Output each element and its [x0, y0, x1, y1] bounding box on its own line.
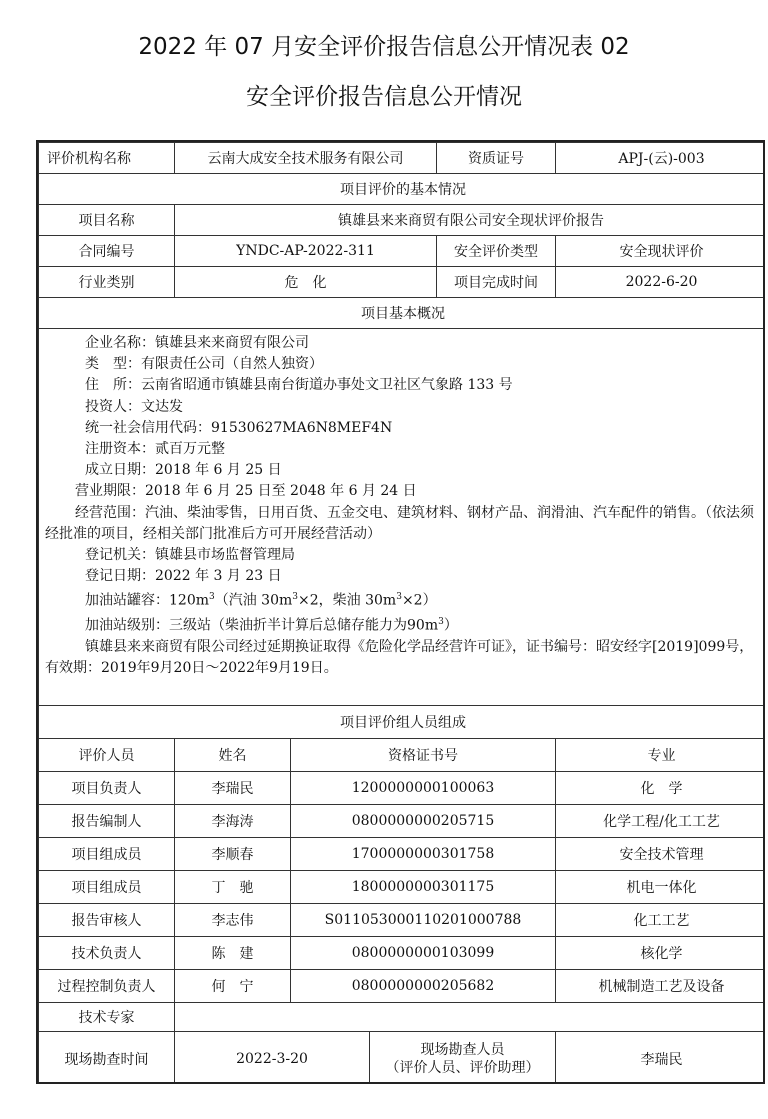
survey-staff-sub: （评价人员、评价助理）: [385, 1059, 540, 1076]
org-label: 评价机构名称: [39, 143, 175, 174]
name-cell: 丁 驰: [175, 871, 291, 904]
table-row: [39, 937, 766, 970]
name-cell: 李志伟: [175, 904, 291, 937]
capital-line: 注册资本：贰百万元整: [85, 441, 225, 458]
role-cell: 项目组成员: [39, 871, 175, 904]
license-line: 镇雄县来来商贸有限公司经过延期换证取得《危险化学品经营许可证》，证书编号：昭安经字[2019]099号，有效期：2019年9月20日～2022年9月19日。: [45, 639, 754, 677]
major-cell: 机械制造工艺及设备: [556, 970, 766, 1003]
info-grid: [38, 142, 765, 739]
cert-value: APJ-(云)-003: [556, 143, 766, 174]
col-header: 专业: [556, 739, 766, 772]
cert-cell: 1800000000301175: [291, 871, 556, 904]
survey-staff-value: 李瑞民: [556, 1032, 766, 1085]
expert-label: 技术专家: [39, 1003, 175, 1032]
role-cell: 报告编制人: [39, 805, 175, 838]
major-cell: 化学工程/化工工艺: [556, 805, 766, 838]
cert-cell: 0800000000205715: [291, 805, 556, 838]
document-title: 2022 年 07 月安全评价报告信息公开情况表 02: [138, 34, 630, 60]
survey-staff-title: 现场勘查人员: [420, 1041, 505, 1058]
contract-value: YNDC-AP-2022-311: [175, 236, 437, 267]
done-value: 2022-6-20: [556, 267, 766, 298]
cert-cell: 0800000000103099: [291, 937, 556, 970]
cert-cell: S011053000110201000788: [291, 904, 556, 937]
role-cell: 项目组成员: [39, 838, 175, 871]
project-name-label: 项目名称: [39, 205, 175, 236]
cert-cell: 1200000000100063: [291, 772, 556, 805]
role-cell: 技术负责人: [39, 937, 175, 970]
name-cell: 陈 建: [175, 937, 291, 970]
team-table: [38, 738, 765, 1032]
major-cell: 机电一体化: [556, 871, 766, 904]
established-line: 成立日期：2018 年 6 月 25 日: [85, 462, 282, 479]
investor-line: 投资人：文达发: [85, 398, 183, 415]
info-table: [36, 140, 765, 1084]
table-row: [39, 904, 766, 937]
contract-label: 合同编号: [39, 236, 175, 267]
expert-row: [39, 1003, 766, 1032]
tank-line: 加油站罐容：$120m^3$（汽油 $30m^3\times 2$，柴油 $30m^3\times 2$）: [85, 592, 437, 610]
col-header: 姓名: [175, 739, 291, 772]
survey-staff-label: [370, 1032, 556, 1085]
eval-type-value: 安全现状评价: [556, 236, 766, 267]
survey-table: [38, 1031, 765, 1084]
project-name-value: 镇雄县来来商贸有限公司安全现状评价报告: [175, 205, 766, 236]
company-line: 企业名称：镇雄县来来商贸有限公司: [85, 335, 309, 351]
survey-time-label: 现场勘查时间: [39, 1032, 175, 1085]
basic-section-title: 项目评价的基本情况: [39, 174, 766, 205]
team-header-row: [39, 739, 766, 772]
major-cell: 化工工艺: [556, 904, 766, 937]
type-line: 类 型：有限责任公司（自然人独资）: [85, 356, 323, 373]
address-line: 住 所：云南省昭通市镇雄县南台街道办事处文卫社区气象路 133 号: [85, 377, 513, 394]
overview-section-title: 项目基本概况: [39, 298, 766, 329]
major-cell: 化 学: [556, 772, 766, 805]
level-line: 加油站级别：三级站（柴油折半计算后总储存能力为$90m^3$）: [85, 617, 458, 634]
reg-date-line: 登记日期：2022 年 3 月 23 日: [85, 568, 282, 585]
name-cell: 李瑞民: [175, 772, 291, 805]
table-row: [39, 871, 766, 904]
major-cell: 安全技术管理: [556, 838, 766, 871]
name-cell: 李顺春: [175, 838, 291, 871]
table-row: [39, 772, 766, 805]
table-row: [39, 805, 766, 838]
registrar-line: 登记机关：镇雄县市场监督管理局: [85, 547, 295, 564]
overview-text: [39, 329, 766, 706]
eval-type-label: 安全评价类型: [437, 236, 556, 267]
industry-label: 行业类别: [39, 267, 175, 298]
industry-value: 危 化: [175, 267, 437, 298]
done-label: 项目完成时间: [437, 267, 556, 298]
col-header: 评价人员: [39, 739, 175, 772]
survey-time-value: 2022-3-20: [175, 1032, 370, 1085]
col-header: 资格证书号: [291, 739, 556, 772]
name-cell: 李海涛: [175, 805, 291, 838]
expert-value: [175, 1003, 766, 1032]
team-section-title: 项目评价组人员组成: [39, 706, 766, 739]
term-line: 营业期限：2018 年 6 月 25 日至 2048 年 6 月 24 日: [75, 483, 417, 500]
role-cell: 项目负责人: [39, 772, 175, 805]
document-subtitle: 安全评价报告信息公开情况: [246, 84, 522, 110]
credit-code-line: 统一社会信用代码：91530627MA6N8MEF4N: [85, 419, 393, 436]
cert-label: 资质证号: [437, 143, 556, 174]
name-cell: 何 宁: [175, 970, 291, 1003]
major-cell: 核化学: [556, 937, 766, 970]
role-cell: 报告审核人: [39, 904, 175, 937]
cert-cell: 0800000000205682: [291, 970, 556, 1003]
table-row: [39, 838, 766, 871]
org-value: 云南大成安全技术服务有限公司: [175, 143, 437, 174]
cert-cell: 1700000000301758: [291, 838, 556, 871]
table-row: [39, 970, 766, 1003]
role-cell: 过程控制负责人: [39, 970, 175, 1003]
scope-line: 经营范围：汽油、柴油零售，日用百货、五金交电、建筑材料、钢材产品、润滑油、汽车配件的销售。（依法须经批准的项目，经相关部门批准后方可开展经营活动）: [45, 504, 754, 542]
